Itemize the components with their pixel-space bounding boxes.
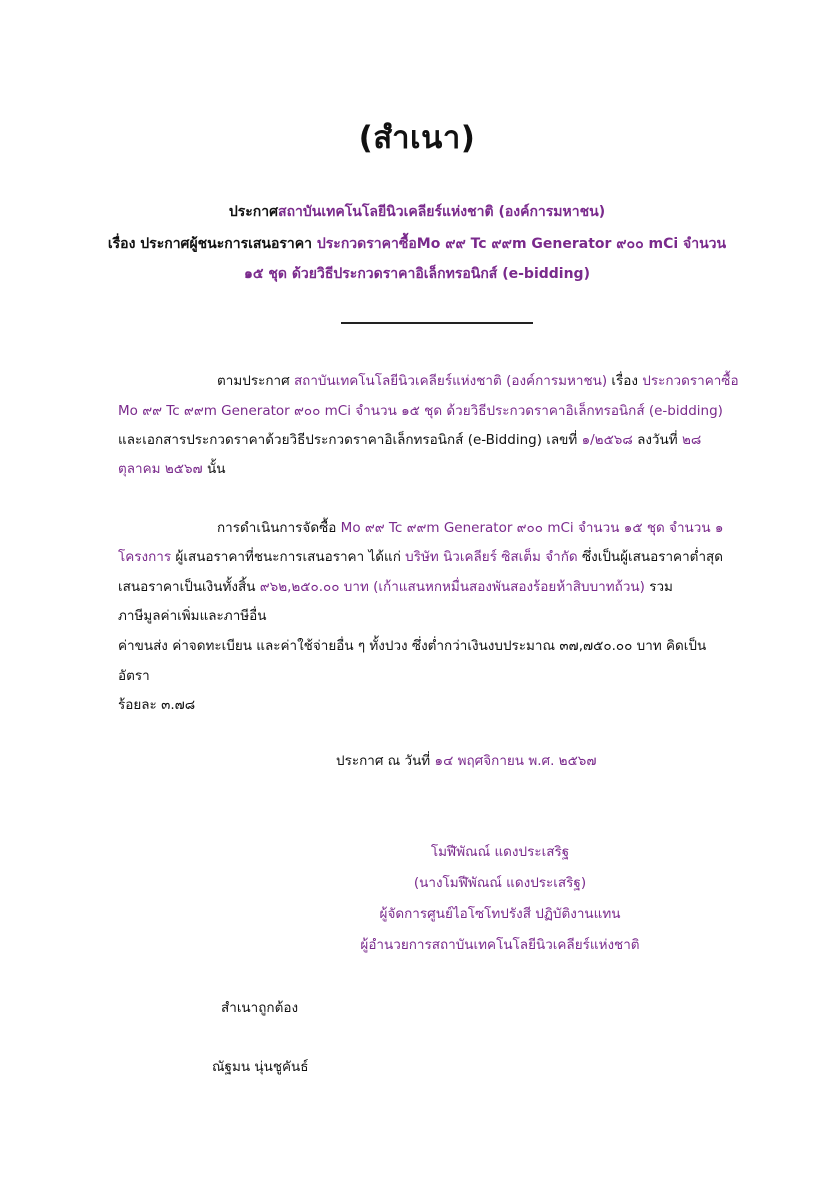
document-title: (สำเนา)	[358, 120, 476, 156]
para2-text: การดำเนินการจัดซื้อ	[217, 520, 341, 536]
certify-name: ณัฐมน นุ่นชูคันธ์	[212, 1059, 309, 1075]
para2-line-4: ภาษีมูลค่าเพิ่มและภาษีอื่น	[118, 608, 267, 624]
para1-text: ลงวันที่	[632, 432, 682, 448]
para2-line-5: ค่าขนส่ง ค่าจดทะเบียน และค่าใช้จ่ายอื่น ๆ ทั้งปวง ซึ่งต่ำกว่าเงินงบประมาณ ๓๗,๗๕๐.๐๐ บาท คิดเป็น	[118, 638, 707, 654]
para1-text: ตามประกาศ	[217, 373, 294, 389]
para1-subject: ประกวดราคาซื้อ	[642, 373, 739, 389]
certify-label: สำเนาถูกต้อง	[221, 1000, 299, 1016]
para1-date: ตุลาคม ๒๕๖๗	[118, 461, 203, 477]
para1-text: เรื่อง	[607, 373, 643, 389]
signature-name: โมฬีพัณณ์ แดงประเสริฐ	[430, 844, 570, 860]
header-line-1	[0, 201, 834, 223]
para2-text: ซึ่งเป็นผู้เสนอราคาต่ำสุด	[577, 549, 724, 565]
signature-position-2: ผู้อำนวยการสถาบันเทคโนโลยีนิวเคลียร์แห่งชาติ	[360, 937, 640, 953]
announce-prefix: ประกาศ ณ วันที่	[336, 753, 435, 769]
para2-item: โครงการ	[118, 549, 172, 565]
para2-text: รวม	[644, 579, 673, 595]
para2-line-6: อัตรา	[118, 668, 150, 684]
signature-position-1: ผู้จัดการศูนย์ไอโซโทปรังสี ปฏิบัติงานแทน	[379, 906, 621, 922]
para1-line-2: Mo ๙๙ Tc ๙๙m Generator ๙๐๐ mCi จำนวน ๑๕ ชุด ด้วยวิธีประกวดราคาอิเล็กทรอนิกส์ (e-bidding)	[118, 403, 723, 419]
header-org: สถาบันเทคโนโลยีนิวเคลียร์แห่งชาติ (องค์การมหาชน)	[278, 204, 606, 220]
para2-item: Mo ๙๙ Tc ๙๙m Generator ๙๐๐ mCi จำนวน ๑๕ ชุด จำนวน ๑	[340, 520, 724, 536]
para1-org: สถาบันเทคโนโลยีนิวเคลียร์แห่งชาติ (องค์การมหาชน)	[293, 373, 608, 389]
header-subject-prefix: เรื่อง ประกาศผู้ชนะการเสนอราคา	[107, 236, 317, 252]
para1-text: และเอกสารประกวดราคาด้วยวิธีประกวดราคาอิเล็กทรอนิกส์ (e-Bidding) เลขที่	[118, 432, 582, 448]
signature-full-name: (นางโมฬีพัณณ์ แดงประเสริฐ)	[413, 875, 587, 891]
para1-line-1	[217, 369, 739, 391]
para2-line-2	[118, 545, 723, 567]
para2-line-1	[217, 516, 723, 538]
para2-amount: ๙๖๒,๒๕๐.๐๐ บาท (เก้าแสนหกหมื่นสองพันสองร้อยห้าสิบบาทถ้วน)	[259, 579, 645, 595]
para1-text: นั้น	[202, 461, 226, 477]
para2-text: ผู้เสนอราคาที่ชนะการเสนอราคา ได้แก่	[171, 549, 406, 565]
para1-day: ๒๘	[681, 432, 702, 448]
para1-line-3	[118, 428, 701, 450]
para2-company: บริษัท นิวเคลียร์ ซิสเต็ม จำกัด	[405, 549, 578, 565]
header-prefix: ประกาศ	[228, 204, 279, 220]
announce-date: ๑๔ พฤศจิกายน พ.ศ. ๒๕๖๗	[434, 753, 597, 769]
announce-line	[336, 749, 597, 771]
para1-doc-number: ๑/๒๕๖๘	[581, 432, 633, 448]
header-subject: ประกวดราคาซื้อMo ๙๙ Tc ๙๙m Generator ๙๐๐ mCi จำนวน	[316, 236, 727, 252]
divider	[341, 322, 533, 324]
para2-line-3	[118, 575, 673, 597]
header-line-2	[0, 233, 834, 255]
para2-line-7: ร้อยละ ๓.๗๘	[118, 697, 196, 713]
para1-line-4	[118, 457, 225, 479]
para2-text: เสนอราคาเป็นเงินทั้งสิ้น	[118, 579, 260, 595]
header-line-3: ๑๕ ชุด ด้วยวิธีประกวดราคาอิเล็กทรอนิกส์ (e-bidding)	[244, 266, 590, 282]
